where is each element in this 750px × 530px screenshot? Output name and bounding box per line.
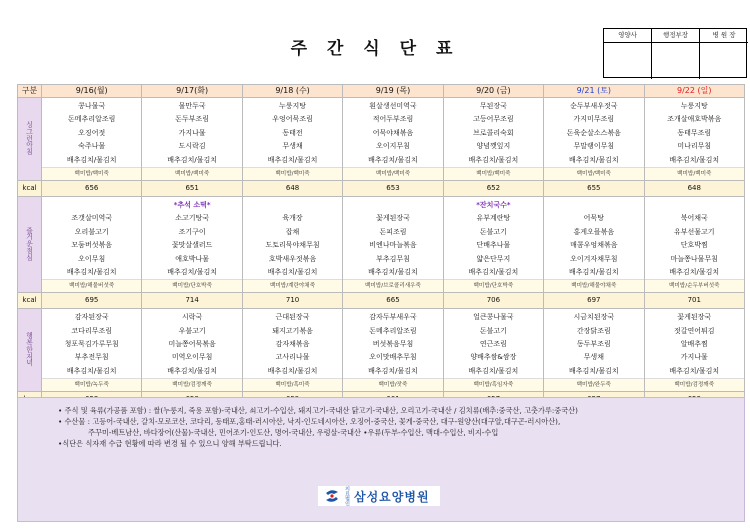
dish: 돈불고기	[479, 326, 507, 335]
dish: 알배추찜	[680, 340, 708, 349]
kcal-value: 655	[544, 180, 644, 196]
approval-label: 병 원 장	[700, 29, 748, 43]
page-title: 주 간 식 단 표	[290, 39, 460, 59]
rice-porridge-note: 백미밥/백미죽	[243, 167, 342, 180]
meal-label-char: 녁	[26, 359, 33, 368]
hospital-logo	[318, 486, 440, 506]
menu-cell	[42, 196, 142, 292]
dish	[645, 199, 744, 212]
rice-porridge-note: 백미밥/순두부버섯죽	[645, 279, 744, 292]
rice-porridge-note: 백미밥/단호박죽	[142, 279, 241, 292]
dish: 도토리묵야채무침	[265, 241, 320, 250]
dish: 가지나물	[680, 353, 708, 362]
kcal-value: 714	[142, 293, 242, 309]
dish: 유부선물고기	[673, 227, 715, 236]
meal-label-char: 침	[26, 148, 33, 157]
origin-note-meat: • 주식 및 육류(가공품 포함) : 쌀(누룽지, 죽용 포함)-국내산, 쇠고기-수입산, 돼지고기-국내산 닭고기-국내산, 오리고기-국내산 / 김치류(배추:중국산, 고춧가루:중국산)	[58, 406, 578, 415]
dish: 배추김치/물김치	[368, 267, 418, 276]
dish: 누룽지탕	[680, 102, 708, 110]
menu-cell	[443, 196, 543, 292]
dish: 돈메추리알조림	[68, 115, 116, 124]
day-header: 9/16(월)	[42, 85, 142, 98]
menu-cell	[142, 98, 242, 181]
dish: 동태전	[282, 128, 303, 137]
dish: 청포묵김가루무침	[64, 340, 119, 349]
menu-cell	[242, 98, 342, 181]
dish: 애호박나물	[175, 254, 210, 263]
dish: 동태무조림	[677, 128, 712, 137]
hospital-corp-label: 의료법인	[344, 486, 350, 506]
dish: 매콤우엉채볶음	[570, 241, 618, 250]
dish: 배추김치/물김치	[267, 267, 318, 276]
origin-note-seafood-cont: 주꾸미-베트남산, 바다장어(산물)-국내산, 민어조기-인도산, 명어-국내산, 우렁살-국내산 •우류(두부-수입산, 맥대-수입산, 비지-수입	[88, 428, 499, 437]
dish: 조개살애호박볶음	[667, 115, 722, 124]
meal-label	[18, 309, 42, 392]
kcal-value: 652	[443, 180, 543, 196]
dish: 배추김치/물김치	[267, 155, 318, 164]
kcal-value: 648	[242, 180, 342, 196]
menu-cell	[343, 98, 443, 181]
dish: 시금치된장국	[573, 313, 615, 322]
dish: 양념깻잎지	[476, 142, 511, 151]
dish: 어묵탕	[583, 214, 604, 223]
kcal-value: 697	[544, 293, 644, 309]
dish: 단호박찜	[680, 241, 708, 250]
dish: 무말랭이무침	[573, 142, 615, 151]
dish: 가지미무조림	[573, 115, 615, 124]
menu-cell	[544, 309, 644, 392]
menu-cell	[343, 196, 443, 292]
dish: 소고기탕국	[175, 214, 210, 223]
dish: 오리불고기	[74, 227, 109, 236]
meal-label	[18, 98, 42, 181]
dish: 오이맛배추무침	[369, 353, 417, 362]
menu-cell	[142, 309, 242, 392]
dish: 배추김치/물김치	[669, 267, 720, 276]
dish: 조기구이	[178, 227, 206, 236]
meal-label-char: 즐	[26, 226, 33, 235]
dish: 얼큰콩나물국	[473, 313, 514, 322]
dish: 배추김치/물김치	[568, 155, 619, 164]
meal-label-char: 그	[26, 127, 33, 136]
dish: 비엔나마늘볶음	[369, 241, 417, 250]
dish: 적어두부조림	[372, 115, 414, 124]
dish: 호박새우젓볶음	[268, 254, 317, 263]
dish: 가지나물	[178, 128, 206, 137]
dish: 순두부새우젓국	[570, 102, 618, 110]
dish: 배추김치/물김치	[368, 155, 418, 164]
rice-porridge-note: 백미밥/검정깨죽	[142, 378, 241, 391]
dish	[42, 199, 141, 212]
dish: 돈피조림	[379, 227, 407, 236]
dish: 돈불고기	[479, 227, 507, 236]
rice-porridge-note: 백미밥/백미죽	[142, 167, 241, 180]
dish: 배추김치/물김치	[66, 267, 117, 276]
dish: 홍게오믈볶음	[573, 227, 615, 236]
dish: 시락국	[181, 313, 203, 322]
menu-cell	[42, 98, 142, 181]
dish: 콩나물국	[78, 102, 106, 110]
dish: 배추김치/물김치	[468, 267, 519, 276]
dish: 배추김치/물김치	[167, 155, 217, 164]
meal-label-char: 점	[26, 247, 33, 256]
rice-porridge-note: 백미밥/브로콜리새우죽	[343, 279, 442, 292]
menu-cell	[142, 196, 242, 292]
day-header: 9/22 (일)	[644, 85, 744, 98]
day-header: 9/18 (수)	[242, 85, 342, 98]
rice-porridge-note: 백미밥/잣죽	[343, 378, 442, 391]
meal-label-char: 저	[26, 352, 33, 361]
hospital-logo-icon	[324, 489, 340, 503]
dish: 흰살생선미역국	[369, 102, 417, 110]
dish: 배추김치/물김치	[66, 155, 117, 164]
meal-row	[18, 98, 745, 181]
kcal-value: 665	[343, 293, 443, 309]
kcal-value: 695	[42, 293, 142, 309]
kcal-value: 651	[142, 180, 242, 196]
meal-label-char: 복	[26, 339, 33, 348]
dish: 브로콜리숙회	[473, 128, 514, 137]
menu-change-note: •식단은 식자재 수급 현황에 따라 변경 될 수 있으니 양해 부탁드립니다.	[58, 439, 282, 448]
dish: 무된장국	[479, 102, 507, 110]
rice-porridge-note: 백미밥/백미죽	[343, 167, 442, 180]
meal-label	[18, 196, 42, 292]
dish: 어묵야채볶음	[372, 128, 414, 137]
dish: 배추김치/물김치	[167, 366, 217, 375]
day-header: 9/19 (목)	[343, 85, 443, 98]
meal-label-char: 런	[26, 134, 33, 143]
meal-label-char: 운	[26, 240, 33, 249]
dish: 동두부조림	[576, 340, 611, 349]
menu-cell	[42, 309, 142, 392]
kcal-row	[18, 293, 745, 309]
dish: 감자채볶음	[275, 340, 310, 349]
dish: 고사리나물	[275, 353, 310, 362]
dish: 돈두부조림	[175, 115, 210, 124]
dish: 배추김치/물김치	[568, 366, 619, 375]
dish: 무생채	[583, 353, 604, 362]
kcal-value: 656	[42, 180, 142, 196]
menu-cell	[242, 309, 342, 392]
approval-label: 행정부장	[652, 29, 700, 43]
dish: 배추김치/물김치	[669, 155, 720, 164]
day-header: 9/20 (금)	[443, 85, 543, 98]
dish: 우불고기	[178, 326, 206, 335]
meal-label-char: 거	[26, 233, 33, 242]
signature-cell	[652, 43, 700, 79]
dish: 마늘쫑나물무침	[670, 254, 718, 263]
rice-porridge-note: 백미밥/해물버섯죽	[42, 279, 141, 292]
kcal-label: kcal	[18, 180, 42, 196]
signature-cell	[604, 43, 652, 79]
dish: 배추김치/물김치	[468, 366, 519, 375]
kcal-value: 710	[242, 293, 342, 309]
dish: 북어채국	[680, 214, 708, 223]
approval-box	[603, 28, 747, 78]
dish: 오이겨자채무침	[570, 254, 618, 263]
menu-cell	[343, 309, 443, 392]
dish: 배추김치/물김치	[468, 155, 519, 164]
dish: 감자두부새우국	[369, 313, 417, 322]
approval-label: 영양사	[604, 29, 652, 43]
dish: 숙주나물	[78, 142, 106, 151]
menu-cell	[544, 98, 644, 181]
dish: 감자된장국	[74, 313, 109, 322]
dish: 간장닭조림	[576, 326, 611, 335]
origin-note-seafood: • 수산물 : 고등어-국내산, 갈치-모로코산, 코다리, 동태포,홍태-러시아산, 낙지-인도네시아산, 오징어-중국산, 꽃게-중국산, 대구-원양산(대구알,대구곤-러시아산),	[58, 417, 561, 426]
menu-cell	[544, 196, 644, 292]
rice-porridge-note: 백미밥/백미죽	[544, 167, 643, 180]
header-label: 구분	[18, 85, 42, 98]
dish: 육개장	[282, 214, 303, 223]
dish: 미늘쫑어묵볶음	[168, 340, 216, 349]
dish: 젓갈연어튀김	[673, 326, 715, 335]
dish: 도시락김	[178, 142, 206, 151]
rice-porridge-note: 백미밥/백미죽	[42, 167, 141, 180]
dish: 돈메추리알조림	[369, 326, 417, 335]
meal-row	[18, 309, 745, 392]
rice-porridge-note: 백미밥/흑임자죽	[444, 378, 543, 391]
kcal-value: 648	[644, 180, 744, 196]
dish: 우엉어묵조림	[272, 115, 313, 124]
dish: 고등어무조림	[473, 115, 514, 124]
weekly-menu-table	[17, 84, 745, 408]
special-dish: *추석 소떡*	[173, 200, 211, 209]
dish: 양배추쌈&쌈장	[470, 353, 517, 362]
meal-label-char: 싱	[26, 120, 33, 129]
dish: 단배추나물	[476, 241, 511, 250]
dish: 버섯볶음무침	[372, 340, 414, 349]
menu-cell	[443, 98, 543, 181]
menu-cell	[242, 196, 342, 292]
dish: 오징어젓	[78, 128, 106, 137]
day-header: 9/17(화)	[142, 85, 242, 98]
dish: 누룽지탕	[279, 102, 307, 110]
dish: 무생채	[282, 142, 303, 151]
rice-porridge-note: 백미밥/완두죽	[544, 378, 643, 391]
dish: 꽃게된장국	[677, 313, 712, 322]
day-header: 9/21 (토)	[544, 85, 644, 98]
dish: 잡채	[285, 227, 300, 236]
dish: 물만두국	[178, 102, 206, 110]
rice-porridge-note: 백미밥/검정깨죽	[645, 378, 744, 391]
meal-label-char: 아	[26, 141, 33, 150]
dish: 배추김치/물김치	[66, 366, 117, 375]
meal-row	[18, 196, 745, 292]
special-dish: *잔치국수*	[476, 200, 511, 209]
rice-porridge-note: 백미밥/해물야채죽	[544, 279, 643, 292]
dish: 배추김치/물김치	[568, 267, 619, 276]
dish: 미역오이무침	[171, 353, 213, 362]
dish: 부추김무침	[376, 254, 410, 263]
dish: 미나리무침	[677, 142, 712, 151]
rice-porridge-note: 백미밥/백미죽	[645, 167, 744, 180]
dish: 유부계란탕	[476, 214, 511, 223]
kcal-value: 706	[443, 293, 543, 309]
dish: 근대된장국	[275, 313, 310, 322]
rice-porridge-note: 백미밥/백미죽	[444, 167, 543, 180]
dish: 오이지무침	[376, 142, 410, 151]
menu-cell	[644, 309, 744, 392]
dish: 배추김치/물김치	[669, 366, 720, 375]
dish: 연근조림	[479, 340, 507, 349]
dish: 부추전무침	[74, 353, 109, 362]
dish: 오이무침	[78, 254, 106, 263]
hospital-name: 삼성요양병원	[354, 489, 430, 504]
kcal-value: 653	[343, 180, 443, 196]
dish: 모둠버섯볶음	[71, 241, 112, 250]
rice-porridge-note: 백미밥/흑미죽	[243, 378, 342, 391]
rice-porridge-note: 백미밥/계란야채죽	[243, 279, 342, 292]
footer-notes	[17, 397, 745, 522]
dish: 코다리무조림	[71, 326, 112, 335]
meal-label-char: 행	[26, 332, 33, 341]
kcal-label: kcal	[18, 293, 42, 309]
rice-porridge-note: 백미밥/단호박죽	[444, 279, 543, 292]
dish: 꽃게된장국	[376, 214, 410, 223]
dish: 배추김치/물김치	[267, 366, 318, 375]
dish: 배추김치/물김치	[167, 267, 217, 276]
rice-porridge-note: 백미밥/녹두죽	[42, 378, 141, 391]
meal-label-char: 심	[26, 253, 33, 262]
dish: 꽃맛살샐러드	[171, 241, 213, 250]
dish	[243, 199, 342, 212]
dish: 조갯살미역국	[71, 214, 112, 223]
menu-cell	[644, 196, 744, 292]
dish	[544, 199, 643, 212]
menu-cell	[644, 98, 744, 181]
signature-cell	[700, 43, 748, 79]
header-row	[18, 85, 745, 98]
dish: 돼지고기볶음	[272, 326, 313, 335]
dish: 배추김치/물김치	[368, 366, 418, 375]
dish	[343, 199, 442, 212]
dish: 얇은단무지	[476, 254, 511, 263]
kcal-row	[18, 180, 745, 196]
meal-label-char: 한	[26, 345, 33, 354]
kcal-value: 701	[644, 293, 744, 309]
menu-cell	[443, 309, 543, 392]
dish: 돈육순살소스볶음	[566, 128, 621, 137]
